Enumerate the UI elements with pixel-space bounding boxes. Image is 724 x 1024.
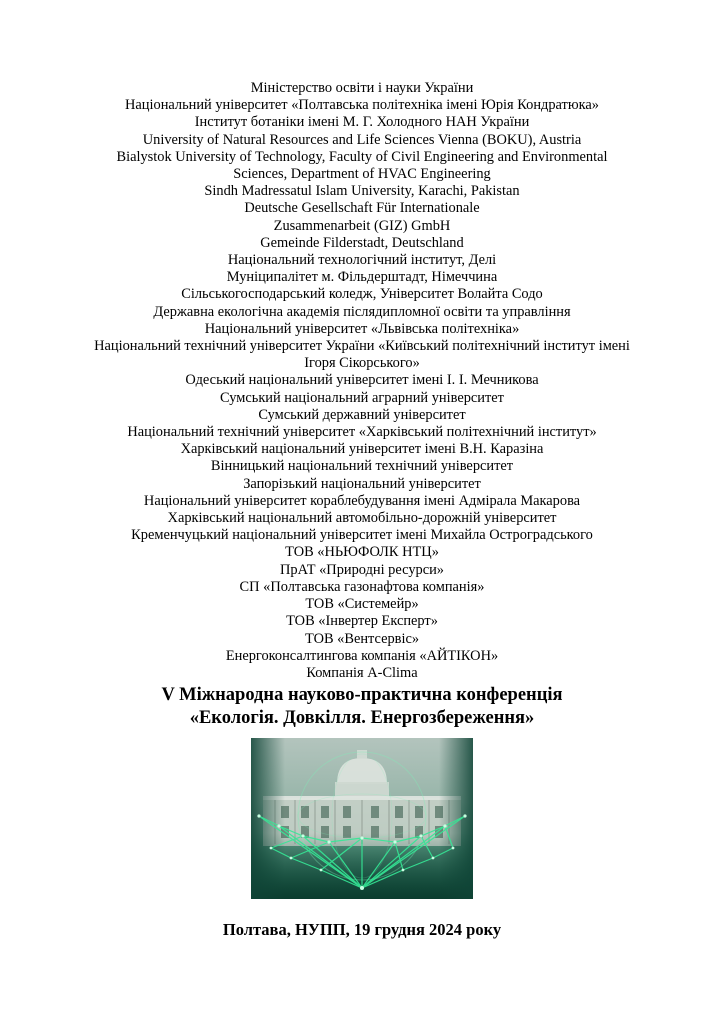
org-line: Вінницький національний технічний університет [210,458,514,475]
org-line: Харківський національний університет імені В.Н. Каразіна [180,441,544,458]
conference-title [0,684,724,729]
org-line: Gemeinde Filderstadt, Deutschland [260,234,464,251]
org-line: Одеський національний університет імені І. І. Мечникова [185,372,539,389]
org-line: Deutsche Gesellschaft Für Internationale [244,200,480,217]
org-line: Національний університет кораблебудування імені Адмірала Макарова [143,492,581,509]
org-line: ТОВ «Інвертер Експерт» [286,613,438,630]
org-line: Zusammenarbeit (GIZ) GmbH [273,217,451,234]
conference-title-line2: «Екологія. Довкілля. Енергозбереження» [189,707,535,728]
cover-image [251,738,473,899]
org-line: ТОВ «Вентсервіс» [304,630,420,647]
org-line: Харківський національний автомобільно-дорожній університет [167,510,557,527]
org-line: Компанія A-Clima [306,664,418,681]
org-line: Сільськогосподарський коледж, Університет Волайта Содо [181,286,543,303]
org-line: Державна екологічна академія післядипломної освіти та управління [153,303,571,320]
org-list [0,80,724,682]
org-line: Національний університет «Полтавська політехніка імені Юрія Кондратюка» [125,97,599,114]
org-line: Енергоконсалтингова компанія «АЙТІКОН» [225,647,499,664]
conference-title-line1: V Міжнародна науково-практична конференція [161,685,563,706]
org-line: Sindh Madressatul Islam University, Karachi, Pakistan [204,183,520,200]
org-line: Sciences, Department of HVAC Engineering [233,166,491,183]
org-line: Національний університет «Львівська політехніка» [204,320,520,337]
org-line: University of Natural Resources and Life Sciences Vienna (BOKU), Austria [142,131,582,148]
org-line: Сумський державний університет [258,406,466,423]
org-line: Інститут ботаніки імені М. Г. Холодного НАН України [194,114,530,131]
org-line: Кременчуцький національний університет імені Михайла Остроградського [131,527,593,544]
org-line: Ігоря Сікорського» [304,355,420,372]
org-line: Запорізький національний університет [243,475,481,492]
org-line: Національний технічний університет України «Київський політехнічний інститут імені [94,338,630,355]
footer-date-line: Полтава, НУПП, 19 грудня 2024 року [222,920,502,940]
cover-image-container [0,738,724,899]
org-line: ПрАТ «Природні ресурси» [280,561,444,578]
org-line: Муніципалітет м. Фільдерштадт, Німеччина [226,269,498,286]
org-line: Bialystok University of Technology, Faculty of Civil Engineering and Environmental [116,148,608,165]
org-line: Національний технічний університет «Харківський політехнічний інститут» [127,424,597,441]
org-line: Міністерство освіти і науки України [250,80,474,96]
org-line: Національний технологічний інститут, Делі [227,252,497,269]
org-line: ТОВ «НЬЮФОЛК НТЦ» [285,544,439,561]
org-line: Сумський національний аграрний університет [220,389,504,406]
org-line: ТОВ «Системейр» [305,596,419,613]
org-line: СП «Полтавська газонафтова компанія» [239,578,485,595]
